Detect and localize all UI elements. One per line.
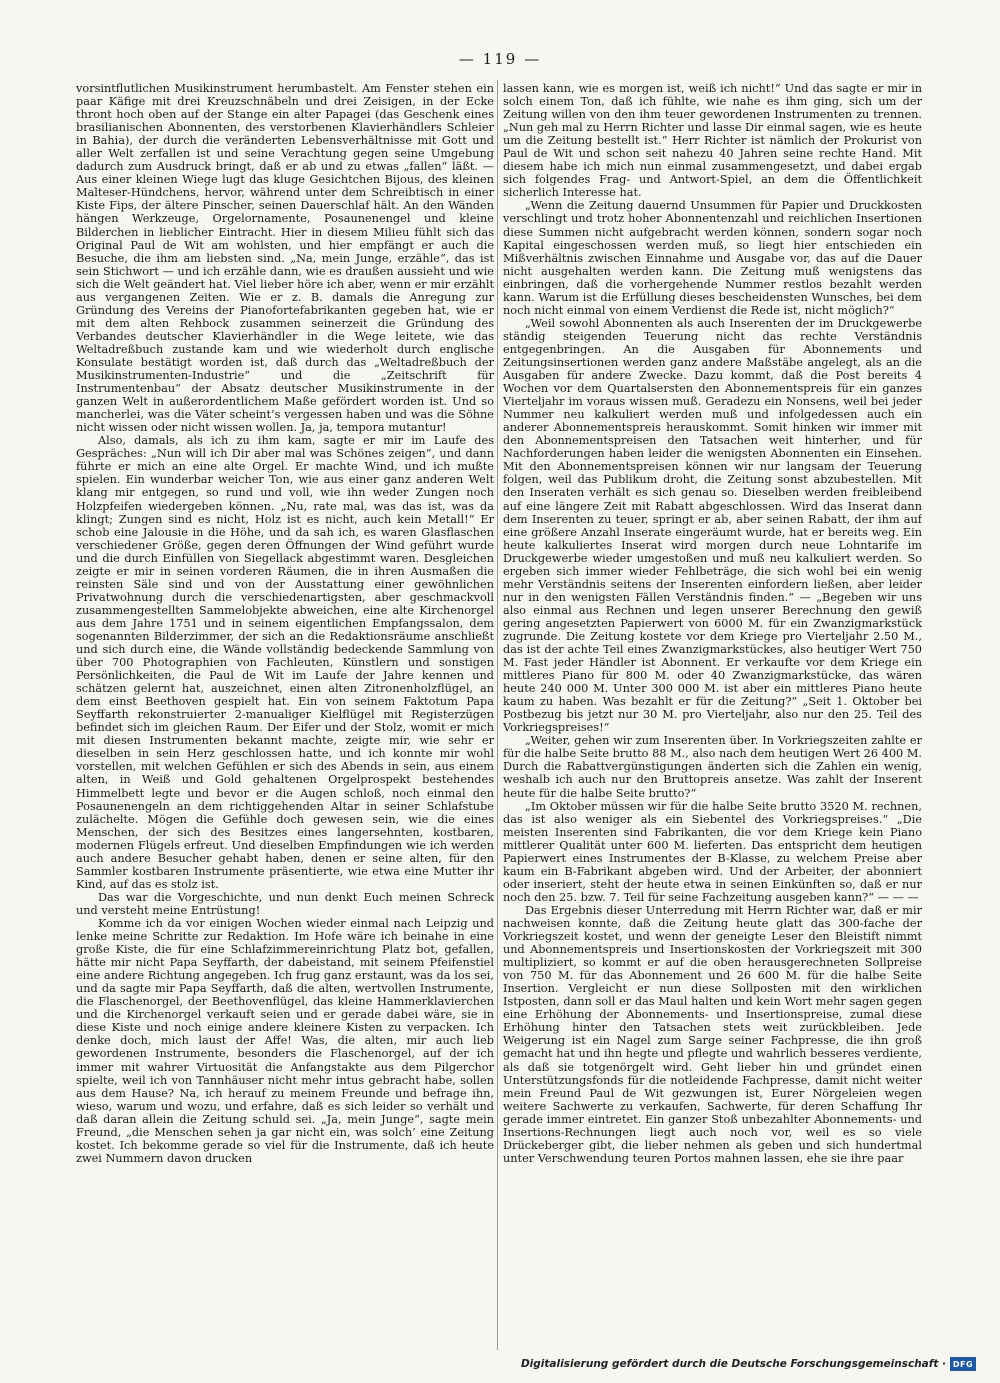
paragraph: Das war die Vorgeschichte, und nun denkt Euch meinen Schreck und versteht meine Entrüstung! xyxy=(76,890,494,917)
paragraph: Also, damals, als ich zu ihm kam, sagte er mir im Laufe des Gespräches: „Nun will ich Dir aber mal was Schönes zeigen“, und dann führte er mich an eine alte Orgel. Er machte Wind, und ich mußte spielen. Ein wunderbar weicher Ton, wie aus einer ganz anderen Welt klang mir entgegen, so rund und voll, wie ihn weder Zungen noch Holzpfeifen wiedergeben können. „Nu, rate mal, was das ist, was da klingt; Zungen sind es nicht, Holz ist es nicht, auch kein Metall!“ Er schob eine Jalousie in die Höhe, und da sah ich, es waren Glasflaschen verschiedener Größe, gegen deren Öffnungen der Wind geführt wurde und die durch Einfüllen von Siegellack abgestimmt waren. Desgleichen zeigte er mir in seinen vorderen Räumen, die in ihren Ausmaßen die reinsten Säle sind und von der Ausstattung einer gewöhnlichen Privatwohnung durch die verschiedenartigsten, aber geschmackvoll zusammengestellten Sammelobjekte abweichen, eine alte Kirchenorgel aus dem Jahre 1751 und in seinem eigentlichen Empfangssalon, dem sogenannten Bilderzimmer, der sich an die Redaktionsräume anschließt und sich durch eine, die Wände vollständig bedeckende Sammlung von über 700 Photographien von Fachleuten, Künstlern und sonstigen Persönlichkeiten, die Paul de Wit im Laufe der Jahre kennen und schätzen gelernt hat, auszeichnet, einen alten Zitronenholzflügel, an dem einst Beethoven gespielt hat. Ein von seinem Faktotum Papa Seyffarth rekonstruierter 2-manualiger Kielflügel mit Registerzügen befindet sich im gleichen Raum. Der Eifer und der Stolz, womit er mich mit diesen Instrumenten bekannt machte, zeigte mir, wie sehr er dieselben in sein Herz geschlossen hatte, und ich konnte mir wohl vorstellen, mit welchen Gefühlen er sich des Abends in sein, aus einem alten, in Weiß und Gold gehaltenen Orgelprospekt bestehendes Himmelbett legte und bevor er die Augen schloß, noch einmal den Posaunenengeln an dem richtiggehenden Altar in seiner Schlafstube zulächelte. Mögen die Gefühle doch gewesen sein, wie die eines Menschen, der sich des Besitzes eines langersehnten, kostbaren, modernen Flügels erfreut. Und dieselben Empfindungen wie ich werden auch andere Besucher gehabt haben, denen er seine alten, für den Sammler kostbaren Instrumente präsentierte, wie etwa eine Mutter ihr Kind, auf das es stolz ist. xyxy=(76,434,494,891)
paragraph: „Im Oktober müssen wir für die halbe Seite brutto 3520 M. rechnen, das ist also weniger als ein Siebentel des Vorkriegspreises.“ „Die meisten Inserenten sind Fabrikanten, die vor dem Kriege kein Piano mittlerer Qualität unter 600 M. lieferten. Das entspricht dem heutigen Papierwert eines Instrumentes der B-Klasse, zu welchem Preise aber kaum ein B-Fabrikant abgeben wird. Und der Arbeiter, der abonniert oder inseriert, steht der heute etwa in seinen Einkünften so, daß er nur noch den 25. bzw. 7. Teil für seine Fachzeitung ausgeben kann?“ — — — xyxy=(503,799,922,904)
paragraph: lassen kann, wie es morgen ist, weiß ich nicht!“ Und das sagte er mir in solch einem Ton, daß ich fühlte, wie nahe es ihm ging, sich um der Zeitung willen von den ihm teuer gewordenen Instrumenten zu trennen. „Nun geh mal zu Herrn Richter und lasse Dir einmal sagen, wie es heute um die Zeitung bestellt ist.“ Herr Richter ist nämlich der Prokurist von Paul de Wit und schon seit nahezu 40 Jahren seine rechte Hand. Mit diesem habe ich mich nun einmal zusammengesetzt, und dabei ergab sich folgendes Frag- und Antwort-Spiel, an dem die Öffentlichkeit sicherlich Interesse hat. xyxy=(503,82,922,200)
page-number: — 119 — xyxy=(458,50,542,68)
dfg-logo-icon: DFG xyxy=(950,1357,976,1371)
paragraph: Das Ergebnis dieser Unterredung mit Herrn Richter war, daß er mir nachweisen konnte, daß die Zeitung heute glatt das 300-fache der Vorkriegszeit kostet, und wenn der geneigte Leser den Bleistift nimmt und Abonnementspreis und Insertionskosten der Vorkriegszeit mit 300 multipliziert, so kommt er auf die oben herausgerechneten Sollpreise von 750 M. für das Abonnement und 26 600 M. für die halbe Seite Insertion. Vergleicht er nun diese Sollposten mit den wirklichen Istposten, dann soll er das Maul halten und kein Wort mehr sagen gegen eine Erhöhung der Abonnements- und Insertionspreise, zumal diese Erhöhung hinter den Tatsachen stets weit zurückbleiben. Jede Weigerung ist ein Nagel zum Sarge seiner Fachpresse, die ihn groß gemacht hat und ihn hegte und pflegte und wahrlich besseres verdiente, als daß sie totgenörgelt wird. Geht lieber hin und gründet einen Unterstützungsfonds für die notleidende Fachpresse, damit nicht weiter mein Freund Paul de Wit gezwungen ist, Eurer Nörgeleien wegen weitere Sachwerte zu verkaufen, Sachwerte, für deren Schaffung Ihr gerade immer eintretet. Ein ganzer Stoß unbezahlter Abonnements- und Insertions-Rechnungen liegt auch noch vor, weil es so viele Drückeberger gibt, die lieber nehmen als geben und sich hundertmal unter Verschwendung teuren Portos mahnen lassen, ehe sie ihre paar xyxy=(503,903,922,1165)
paragraph: Komme ich da vor einigen Wochen wieder einmal nach Leipzig und lenke meine Schritte zur Redaktion. Im Hofe wäre ich beinahe in eine große Kiste, die für eine Schlafzimmereinrichtung Platz bot, gefallen, hätte mir nicht Papa Seyffarth, der dabeistand, mit seinem Pfeifenstiel eine andere Richtung angegeben. Ich frug ganz erstaunt, was da los sei, und da sagte mir Papa Seyffarth, daß die alten, wertvollen Instrumente, die Flaschenorgel, der Beethovenflügel, das kleine Hammerklavierchen und die Kirchenorgel verkauft seien und er gerade dabei wäre, sie in diese Kiste und noch einige andere kleinere Kisten zu verpacken. Ich denke doch, mich laust der Affe! Was, die alten, mir auch lieb gewordenen Instrumente, besonders die Flaschenorgel, auf der ich immer mit wahrer Virtuosität die Anfangstakte aus dem Pilgerchor spielte, weil ich von Tannhäuser nicht mehr intus gebracht habe, sollen aus dem Hause? Na, ich herauf zu meinem Freunde und befrage ihn, wieso, warum und wozu, und erfahre, daß es sich leider so verhält und daß daran allein die Zeitung schuld sei. „Ja, mein Junge“, sagte mein Freund, „die Menschen sehen ja gar nicht ein, was solch’ eine Zeitung kostet. Ich bekomme gerade so viel für die Instrumente, daß ich heute zwei Nummern davon drucken xyxy=(76,917,494,1165)
digitization-credit xyxy=(521,1357,976,1371)
paragraph: vorsintflutlichen Musikinstrument herumbastelt. Am Fenster stehen ein paar Käfige mit drei Kreuzschnäbeln und drei Zeisigen, in der Ecke thront hoch oben auf der Stange ein alter Papagei (das Geschenk eines brasilianischen Abonnenten, des verstorbenen Klavierhändlers Schleier in Bahia), der durch die veränderten Lebensverhältnisse mit Gott und aller Welt zerfallen ist und seine Verachtung gegen seine Umgebung dadurch zum Ausdruck bringt, daß er ab und zu etwas „fallen“ läßt. — Aus einer kleinen Wiege lugt das kluge Gesichtchen Bijous, des kleinen Malteser-Hündchens, hervor, während unter dem Schreibtisch in einer Kiste Fips, der ältere Pinscher, seinen Dauerschlaf hält. An den Wänden hängen Werkzeuge, Orgelornamente, Posaunenengel und kleine Bilderchen in lieblicher Eintracht. Hier in diesem Milieu fühlt sich das Original Paul de Wit am wohlsten, und hier empfängt er auch die Besuche, die ihm am liebsten sind. „Na, mein Junge, erzähle“, das ist sein Stichwort — und ich erzähle dann, wie es draußen aussieht und wie sich die Welt geändert hat. Viel lieber höre ich aber, wenn er mir erzählt aus vergangenen Zeiten. Wie er z. B. damals die Anregung zur Gründung des Vereins der Pianofortefabrikanten gegeben hat, wie er mit dem alten Rehbock zusammen seinerzeit die Gründung des Verbandes deutscher Klavierhändler in die Wege leitete, wie das Weltadreßbuch zustande kam und wie wiederholt durch englische Konsulate bestätigt worden ist, daß durch das „Weltadreßbuch der Musikinstrumenten-Industrie“ und die „Zeitschrift für Instrumentenbau“ der Absatz deutscher Musikinstrumente in der ganzen Welt in außerordentlichem Maße gefördert worden ist. Und so mancherlei, was die Väter scheint’s vergessen haben und was die Söhne nicht wissen oder nicht wissen wollen. Ja, ja, tempora mutantur! xyxy=(76,82,494,435)
right-column xyxy=(503,82,922,1352)
column-divider xyxy=(497,80,498,1350)
left-column xyxy=(76,82,494,1352)
paragraph: „Wenn die Zeitung dauernd Unsummen für Papier und Druckkosten verschlingt und trotz hoher Abonnentenzahl und reichlichen Insertionen diese Summen nicht aufgebracht werden können, sondern sogar noch Kapital eingeschossen werden muß, so liegt hier entschieden ein Mißverhältnis zwischen Einnahme und Ausgabe vor, das auf die Dauer nicht ausgehalten werden kann. Die Zeitung muß wenigstens das einbringen, daß die vorhergehende Nummer restlos bezahlt werden kann. Warum ist die Erfüllung dieses bescheidensten Wunsches, bei dem noch nicht einmal von einem Verdienst die Rede ist, nicht möglich?“ xyxy=(503,199,922,317)
credit-text: Digitalisierung gefördert durch die Deutsche Forschungsgemeinschaft · xyxy=(520,1358,946,1370)
paragraph: „Weiter, gehen wir zum Inserenten über. In Vorkriegszeiten zahlte er für die halbe Seite brutto 88 M., also nach dem heutigen Wert 26 400 M. Durch die Rabattvergünstigungen änderten sich die Zahlen ein wenig, weshalb ich auch nur den Bruttopreis ansetze. Was zahlt der Inserent heute für die halbe Seite brutto?“ xyxy=(503,734,922,800)
paragraph: „Weil sowohl Abonnenten als auch Inserenten der im Druckgewerbe ständig steigenden Teuerung nicht das rechte Verständnis entgegenbringen. An die Ausgaben für Abonnements und Zeitungsinsertionen werden ganz andere Maßstäbe angelegt, als an die Ausgaben für andere Zwecke. Dazu kommt, daß die Post bereits 4 Wochen vor dem Quartalsersten den Abonnementspreis für ein ganzes Vierteljahr im voraus wissen muß. Geradezu ein Nonsens, weil bei jeder Nummer neu kalkuliert werden muß und infolgedessen auch ein anderer Abonnementspreis herauskommt. Somit hinken wir immer mit den Abonnementspreisen den Tatsachen weit hinterher, und für Nachforderungen haben leider die wenigsten Abonnenten ein Einsehen. Mit den Abonnementspreisen können wir nur langsam der Teuerung folgen, weil das Publikum droht, die Zeitung sonst abzubestellen. Mit den Inseraten verhält es sich genau so. Dieselben werden freibleibend auf eine längere Zeit mit Rabatt abgeschlossen. Wird das Inserat dann dem Inserenten zu teuer, springt er ab, aber seinen Rabatt, der ihm auf eine größere Anzahl Inserate eingeräumt wurde, hat er bereits weg. Ein heute kalkuliertes Inserat wird morgen durch neue Lohntarife im Druckgewerbe wieder umgestoßen und muß neu kalkuliert werden. So ergeben sich immer wieder Fehlbeträge, die sich wohl bei ein wenig mehr Verständnis seitens der Inserenten einfordern ließen, aber leider nur in den wenigsten Fällen Verständnis finden.“ — „Begeben wir uns also einmal aus Rechnen und legen unserer Berechnung den gewiß gering angesetzten Papierwert von 6000 M. für ein Zwanzigmarkstück zugrunde. Die Zeitung kostete vor dem Kriege pro Vierteljahr 2.50 M., das ist der achte Teil eines Zwanzigmarkstückes, also heutiger Wert 750 M. Fast jeder Händler ist Abonnent. Er verkaufte vor dem Kriege ein mittleres Piano für 800 M. oder 40 Zwanzigmarkstücke, das wären heute 240 000 M. Unter 300 000 M. ist aber ein mittleres Piano heute kaum zu haben. Was bezahlt er für die Zeitung?“ „Seit 1. Oktober bei Postbezug bis jetzt nur 30 M. pro Vierteljahr, also nur den 25. Teil des Vorkriegspreises!“ xyxy=(503,316,922,735)
